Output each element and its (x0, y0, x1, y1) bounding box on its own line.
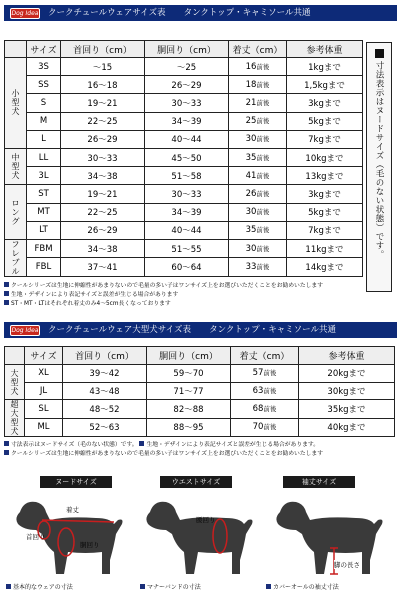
col-header-length: 着丈（cm） (229, 41, 287, 58)
length-cell: 33前後 (229, 258, 287, 277)
weight-cell: 20kgまで (299, 365, 395, 383)
length-cell: 70前後 (231, 418, 299, 437)
size-table (4, 40, 363, 277)
length-label: 着丈 (66, 506, 79, 514)
chest-cell: 34〜39 (145, 112, 229, 130)
large-size-chart-subtitle: タンクトップ・キャミソール共通 (209, 325, 336, 335)
table-row (5, 76, 363, 94)
chest-cell: 30〜33 (145, 94, 229, 112)
col-header-size: サイズ (27, 41, 61, 58)
weight-cell: 10kgまで (287, 148, 363, 166)
chest-cell: 82〜88 (147, 400, 231, 419)
neck-cell: 34〜38 (61, 167, 145, 185)
col-header-weight: 参考体重 (287, 41, 363, 58)
size-cell: 3S (27, 58, 61, 76)
bullet-icon (4, 450, 9, 455)
neck-cell: 19〜21 (61, 94, 145, 112)
note-square-icon (375, 49, 384, 58)
chest-cell: 59〜70 (147, 365, 231, 383)
chest-cell: 40〜44 (145, 130, 229, 148)
neck-cell: 16〜18 (61, 76, 145, 94)
table-row (5, 418, 395, 437)
weight-cell: 5kgまで (287, 112, 363, 130)
bullet-icon (140, 584, 145, 589)
size-group-label: 中 型 犬 (5, 148, 27, 184)
neck-cell: 〜15 (61, 58, 145, 76)
neck-cell: 39〜42 (63, 365, 147, 383)
col-header-weight: 参考体重 (299, 347, 395, 365)
length-cell: 41前後 (229, 167, 287, 185)
note-line: ST・MT・LTはそれぞれ着丈のみ4〜5cm長くなっております (4, 300, 323, 309)
neck-cell: 37〜41 (61, 258, 145, 277)
size-cell: ML (25, 418, 63, 437)
table-row (5, 94, 363, 112)
weight-cell: 11kgまで (287, 239, 363, 258)
size-group-label: ロ ン グ (5, 185, 27, 240)
size-chart-subtitle: タンクトップ・キャミソール共通 (183, 8, 311, 18)
large-size-chart-title: クークチュールウェア大型犬サイズ表 (48, 325, 192, 335)
neck-cell: 19〜21 (61, 185, 145, 203)
length-cell: 30前後 (229, 203, 287, 221)
table-row (5, 365, 395, 383)
table-row (5, 400, 395, 419)
table-row (5, 258, 363, 277)
size-chart-header (4, 5, 397, 21)
table-row (5, 203, 363, 221)
size-group-label: 大 型 犬 (5, 365, 25, 400)
note-line: 生地・デザインにより表記サイズと誤差が生じる場合があります (4, 291, 323, 300)
length-cell: 57前後 (231, 365, 299, 383)
side-note-text: 寸法表示はヌードサイズ（毛のない状態）です。 (374, 61, 384, 259)
weight-cell: 3kgまで (287, 185, 363, 203)
dog-silhouette-icon (276, 502, 382, 574)
size-cell: L (27, 130, 61, 148)
weight-cell: 3kgまで (287, 94, 363, 112)
sleeve-size-label: 袖丈サイズ (283, 476, 355, 488)
size-cell: MT (27, 203, 61, 221)
chest-cell: 45〜50 (145, 148, 229, 166)
weight-cell: 1kgまで (287, 58, 363, 76)
weight-cell: 7kgまで (287, 130, 363, 148)
nude-size-side-note (366, 42, 392, 292)
waist-size-label: ウエストサイズ (160, 476, 232, 488)
table-row (5, 167, 363, 185)
length-cell: 63前後 (231, 382, 299, 400)
size-cell: FBM (27, 239, 61, 258)
chest-cell: 71〜77 (147, 382, 231, 400)
chest-cell: 88〜95 (147, 418, 231, 437)
size-cell: ST (27, 185, 61, 203)
large-size-table-body (5, 365, 395, 437)
size-group-label: フ レ ブ ル (5, 239, 27, 276)
diagram-caption: カバーオールの袖丈寸法 (266, 582, 339, 591)
neck-label: 首回り (26, 533, 46, 541)
neck-cell: 26〜29 (61, 221, 145, 239)
neck-cell: 52〜63 (63, 418, 147, 437)
size-cell: XL (25, 365, 63, 383)
neck-cell: 22〜25 (61, 203, 145, 221)
nude-size-label: ヌードサイズ (40, 476, 112, 488)
note-line: クールシリーズは生地に伸縮性があまりないので毛量の多い子はワンサイズ上をお選びいただくことをお勧めいたします (4, 282, 323, 291)
length-cell: 16前後 (229, 58, 287, 76)
waist-size-dog-diagram (136, 490, 260, 578)
weight-cell: 13kgまで (287, 167, 363, 185)
weight-cell: 5kgまで (287, 203, 363, 221)
size-group-label: 小 型 犬 (5, 58, 27, 149)
nude-size-dog-diagram (6, 490, 130, 578)
col-header-chest: 胴回り（cm） (145, 41, 229, 58)
corner-cell (5, 41, 27, 58)
col-header-length: 着丈（cm） (231, 347, 299, 365)
length-cell: 30前後 (229, 130, 287, 148)
neck-cell: 26〜29 (61, 130, 145, 148)
note-line: クールシリーズは生地に伸縮性があまりないので毛量の多い子はワンサイズ上をお選びいただくことをお勧めいたします (4, 450, 323, 459)
size-chart-title: クークチュールウェアサイズ表 (48, 8, 166, 18)
chest-cell: 51〜58 (145, 167, 229, 185)
large-size-chart-notes (4, 441, 323, 459)
note-line: 寸法表示はヌードサイズ（毛のない状態）です。 生地・デザインにより表記サイズと誤差が生じる場合があります。 (4, 441, 323, 450)
diagram-caption: マナーバンドの寸法 (140, 582, 201, 591)
table-row (5, 382, 395, 400)
large-size-chart-header (4, 322, 397, 338)
waist-label: 腰回り (196, 516, 216, 524)
large-size-table (4, 346, 395, 437)
size-cell: LL (27, 148, 61, 166)
diagram-caption: 基本的なウェアの寸法 (6, 582, 73, 591)
length-cell: 68前後 (231, 400, 299, 419)
chest-cell: 60〜64 (145, 258, 229, 277)
size-cell: LT (27, 221, 61, 239)
col-header-size: サイズ (25, 347, 63, 365)
size-cell: SS (27, 76, 61, 94)
bullet-icon (4, 291, 9, 296)
weight-cell: 1,5kgまで (287, 76, 363, 94)
length-cell: 30前後 (229, 239, 287, 258)
chest-cell: 40〜44 (145, 221, 229, 239)
sleeve-size-dog-diagram (266, 490, 390, 578)
size-cell: M (27, 112, 61, 130)
table-row (5, 239, 363, 258)
length-cell: 21前後 (229, 94, 287, 112)
corner-cell (5, 347, 25, 365)
size-cell: FBL (27, 258, 61, 277)
length-cell: 25前後 (229, 112, 287, 130)
bullet-icon (6, 584, 11, 589)
leg-length-label: 脚の長さ (334, 561, 360, 569)
dog-silhouette-icon (146, 502, 252, 574)
length-cell: 26前後 (229, 185, 287, 203)
size-group-label: 超 大 型 犬 (5, 400, 25, 437)
weight-cell: 30kgまで (299, 382, 395, 400)
weight-cell: 14kgまで (287, 258, 363, 277)
col-header-chest: 胴回り（cm） (147, 347, 231, 365)
table-row (5, 130, 363, 148)
size-cell: S (27, 94, 61, 112)
weight-cell: 35kgまで (299, 400, 395, 419)
bullet-icon (4, 300, 9, 305)
neck-cell: 22〜25 (61, 112, 145, 130)
table-row (5, 112, 363, 130)
table-row (5, 58, 363, 76)
table-row (5, 185, 363, 203)
length-cell: 18前後 (229, 76, 287, 94)
size-cell: JL (25, 382, 63, 400)
col-header-neck: 首回り（cm） (63, 347, 147, 365)
brand-logo: Dog Idea (11, 326, 39, 334)
length-cell: 35前後 (229, 148, 287, 166)
table-row (5, 221, 363, 239)
size-table-body (5, 58, 363, 277)
col-header-neck: 首回り（cm） (61, 41, 145, 58)
bullet-icon (4, 282, 9, 287)
bullet-icon (4, 441, 9, 446)
neck-cell: 30〜33 (61, 148, 145, 166)
table-row (5, 148, 363, 166)
chest-label: 胴回り (80, 541, 100, 549)
size-cell: SL (25, 400, 63, 419)
neck-cell: 34〜38 (61, 239, 145, 258)
bullet-icon (266, 584, 271, 589)
chest-cell: 34〜39 (145, 203, 229, 221)
weight-cell: 7kgまで (287, 221, 363, 239)
neck-cell: 43〜48 (63, 382, 147, 400)
chest-cell: 〜25 (145, 58, 229, 76)
weight-cell: 40kgまで (299, 418, 395, 437)
size-cell: 3L (27, 167, 61, 185)
chest-cell: 30〜33 (145, 185, 229, 203)
brand-logo: Dog Idea (11, 9, 39, 17)
chest-cell: 26〜29 (145, 76, 229, 94)
neck-cell: 48〜52 (63, 400, 147, 419)
chest-cell: 51〜55 (145, 239, 229, 258)
length-cell: 35前後 (229, 221, 287, 239)
size-chart-notes (4, 282, 323, 309)
bullet-icon (139, 441, 144, 446)
